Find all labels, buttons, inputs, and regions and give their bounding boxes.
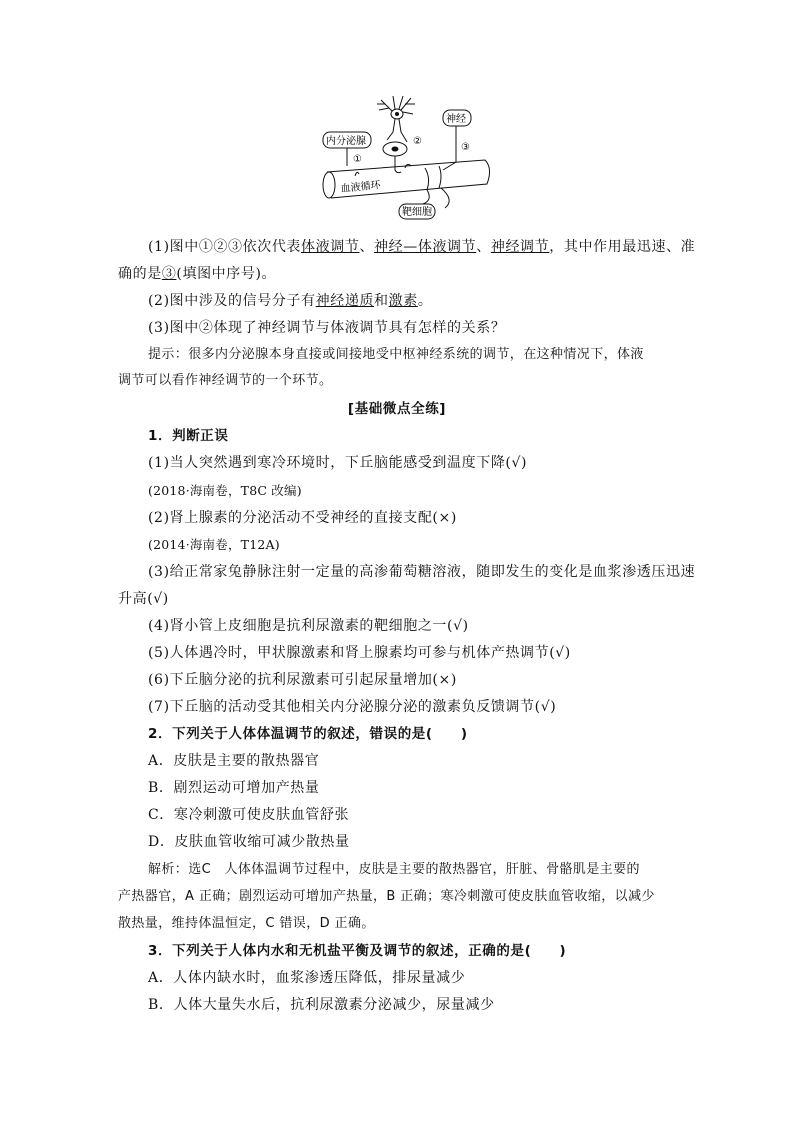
q1-text: ，其中作用最迅速、准 bbox=[549, 239, 696, 255]
answer-neural: 神经调节 bbox=[490, 239, 550, 255]
label-num-3: ③ bbox=[461, 142, 470, 153]
judge-item-4: (4)肾小管上皮细胞是抗利尿激素的靶细胞之一(√) bbox=[148, 618, 469, 634]
q1-text: 。 bbox=[417, 293, 433, 309]
q1-text: (填图中序号)。 bbox=[176, 266, 277, 282]
q1-line-3 bbox=[148, 290, 708, 312]
label-blood-circulation: 血液循环 bbox=[340, 179, 382, 195]
judge-item-1: (1)当人突然遇到寒冷环境时，下丘脑能感受到温度下降(√) bbox=[148, 455, 528, 471]
answer-neurotransmitter: 神经递质 bbox=[315, 293, 375, 309]
hint-line-1: 提示：很多内分泌腺本身直接或间接地受中枢神经系统的调节，在这种情况下，体液 bbox=[148, 347, 644, 362]
q3-stem: 3．下列关于人体内水和无机盐平衡及调节的叙述，正确的是( ) bbox=[148, 943, 567, 959]
label-endocrine-gland: 内分泌腺 bbox=[326, 136, 366, 147]
judge-item-2: (2)肾上腺素的分泌活动不受神经的直接支配(×) bbox=[148, 510, 457, 526]
label-num-1: ① bbox=[353, 154, 362, 165]
label-nerve: 神经 bbox=[446, 114, 466, 125]
label-target-cell: 靶细胞 bbox=[402, 207, 432, 218]
target-link-2 bbox=[441, 188, 449, 208]
q1-sep: 、 bbox=[359, 239, 375, 255]
answer-fastest: ③ bbox=[161, 266, 177, 282]
q1-text: (1)图中①②③依次代表 bbox=[148, 239, 302, 255]
q2-explanation-1: 解析：选C 人体体温调节过程中，皮肤是主要的散热器官，肝脏、骨骼肌是主要的 bbox=[148, 862, 640, 877]
judge-item-5: (5)人体遇冷时，甲状腺激素和肾上腺素均可参与机体产热调节(√) bbox=[148, 645, 571, 661]
judge-item-7: (7)下丘脑的活动受其他相关内分泌腺分泌的激素负反馈调节(√) bbox=[148, 699, 557, 715]
judge-item-3a: (3)给正常家兔静脉注射一定量的高渗葡萄糖溶液，随即发生的变化是血浆渗透压迅速 bbox=[148, 564, 696, 580]
q2-stem: 2．下列关于人体体温调节的叙述，错误的是( ) bbox=[148, 726, 468, 742]
target-link bbox=[423, 190, 429, 204]
judge-item-6: (6)下丘脑分泌的抗利尿激素可引起尿量增加(×) bbox=[148, 672, 457, 688]
section-title: [基础微点全练] bbox=[347, 401, 447, 417]
q1-line-4: (3)图中②体现了神经调节与体液调节具有怎样的关系？ bbox=[148, 320, 506, 336]
q2-option-a: A．皮肤是主要的散热器官 bbox=[148, 753, 320, 769]
q1-text: (2)图中涉及的信号分子有 bbox=[148, 293, 316, 309]
q2-explanation-3: 散热量，维持体温恒定，C 错误，D 正确。 bbox=[118, 916, 375, 931]
q2-option-c: C．寒冷刺激可使皮肤血管舒张 bbox=[148, 807, 350, 823]
q1-text: 和 bbox=[374, 293, 389, 309]
q3-option-b: B．人体大量失水后，抗利尿激素分泌减少，尿量减少 bbox=[148, 997, 495, 1013]
regulation-diagram-svg bbox=[315, 92, 495, 222]
answer-hormone: 激素 bbox=[388, 293, 418, 309]
q1-text: 确的是 bbox=[118, 266, 162, 282]
q1-line-1 bbox=[148, 236, 708, 258]
neuron-icon bbox=[377, 96, 415, 142]
hint-line-2: 调节可以看作神经调节的一个环节。 bbox=[118, 373, 333, 388]
judge-heading: 1．判断正误 bbox=[148, 428, 229, 444]
q2-option-d: D．皮肤血管收缩可减少散热量 bbox=[148, 834, 350, 850]
answer-humoral: 体液调节 bbox=[301, 239, 360, 255]
q3-option-a: A．人体内缺水时，血浆渗透压降低，排尿量减少 bbox=[148, 970, 466, 986]
secretory-cell-icon bbox=[383, 142, 407, 173]
judge-item-3b: 升高(√) bbox=[118, 591, 169, 607]
q2-explanation-2: 产热器官，A 正确；剧烈运动可增加产热量，B 正确；寒冷刺激可使皮肤血管收缩，以减少 bbox=[118, 889, 655, 904]
answer-neuro-humoral: 神经—体液调节 bbox=[374, 239, 477, 255]
q1-sep: 、 bbox=[476, 239, 491, 255]
q2-option-b: B．剧烈运动可增加产热量 bbox=[148, 780, 320, 796]
label-num-2: ② bbox=[413, 136, 422, 147]
regulation-diagram bbox=[315, 92, 495, 222]
judge-source-2: (2014·海南卷，T12A) bbox=[148, 537, 280, 552]
judge-source-1: (2018·海南卷，T8C 改编) bbox=[148, 483, 302, 498]
q1-line-2 bbox=[118, 263, 678, 285]
